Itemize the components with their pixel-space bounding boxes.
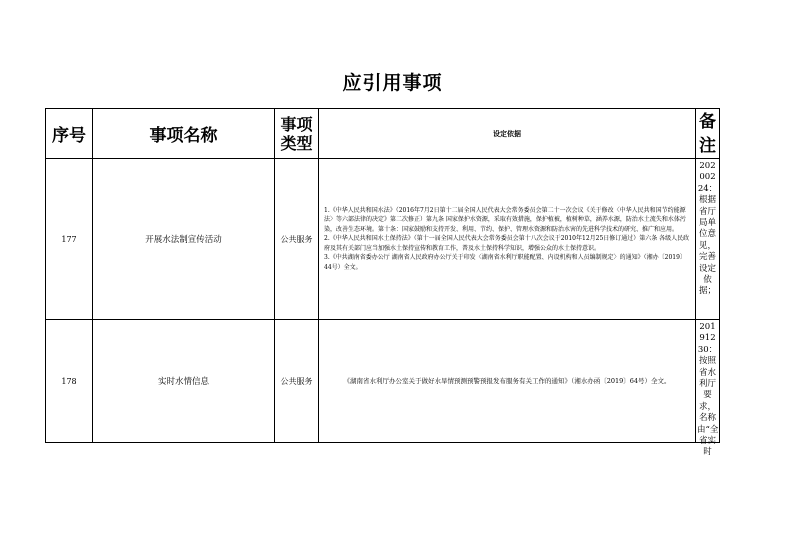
table-header-row — [46, 109, 720, 159]
header-no: 序号 — [46, 109, 93, 159]
header-type: 事项类型 — [275, 109, 319, 159]
basis-item: 2.《中华人民共和国水土保持法》（第十一届全国人民代表大会常务委员会第十八次会议于2010年12月25日修订通过）第六条 各级人民政府及其有关部门应当加强水土保持宣传和教育工作，普及水土保持科学知识，增强公众的水土保持意识。 — [324, 235, 690, 252]
cell-name: 实时水情信息 — [93, 320, 275, 443]
cell-type: 公共服务 — [275, 159, 319, 320]
cell-no: 178 — [46, 320, 93, 443]
cell-note — [696, 159, 720, 320]
header-basis: 设定依据 — [319, 109, 696, 159]
cell-note — [696, 320, 720, 458]
items-table — [45, 108, 720, 458]
header-name: 事项名称 — [93, 109, 275, 159]
cell-name: 开展水法制宣传活动 — [93, 159, 275, 320]
cell-type: 公共服务 — [275, 320, 319, 443]
table-row — [46, 320, 720, 443]
cell-basis — [319, 159, 696, 320]
table-row — [46, 159, 720, 320]
basis-item: 《湖南省水利厅办公室关于做好水旱情预测预警预报发布服务有关工作的通知》（湘水办函〔2019〕64号）全文。 — [343, 377, 671, 385]
page-title: 应引用事项 — [342, 72, 443, 94]
basis-item: 3.《中共湖南省委办公厅 湖南省人民政府办公厅关于印发〈湖南省水利厅职能配置、内设机构和人员编制规定〉的通知》（湘办〔2019〕44号）全文。 — [324, 254, 686, 271]
cell-no: 177 — [46, 159, 93, 320]
note-text: 20200224：根据省厅局单位意见，完善设定依据； — [697, 161, 718, 297]
basis-item: 1.《中华人民共和国水法》（2016年7月2日第十二届全国人民代表大会常务委员会第二十一次会议《关于修改〈中华人民共和国节约能源法〉等六部法律的决定》第二次修正）第九条 国家保护水资源，采取有效措施，保护植被，植树种草，涵养水源，防治水土流失和水体污染，改善生态环境。第十条：国家鼓励和支持开发、利用、节约、保护、管理水资源和防治水害的先进科学技术的研究、推广和应用。 — [324, 206, 686, 233]
note-text: 20191230：按照省水利厅要求，名称由“全省实时 — [697, 322, 719, 458]
header-note: 备注 — [696, 109, 720, 159]
cell-basis — [319, 320, 696, 443]
